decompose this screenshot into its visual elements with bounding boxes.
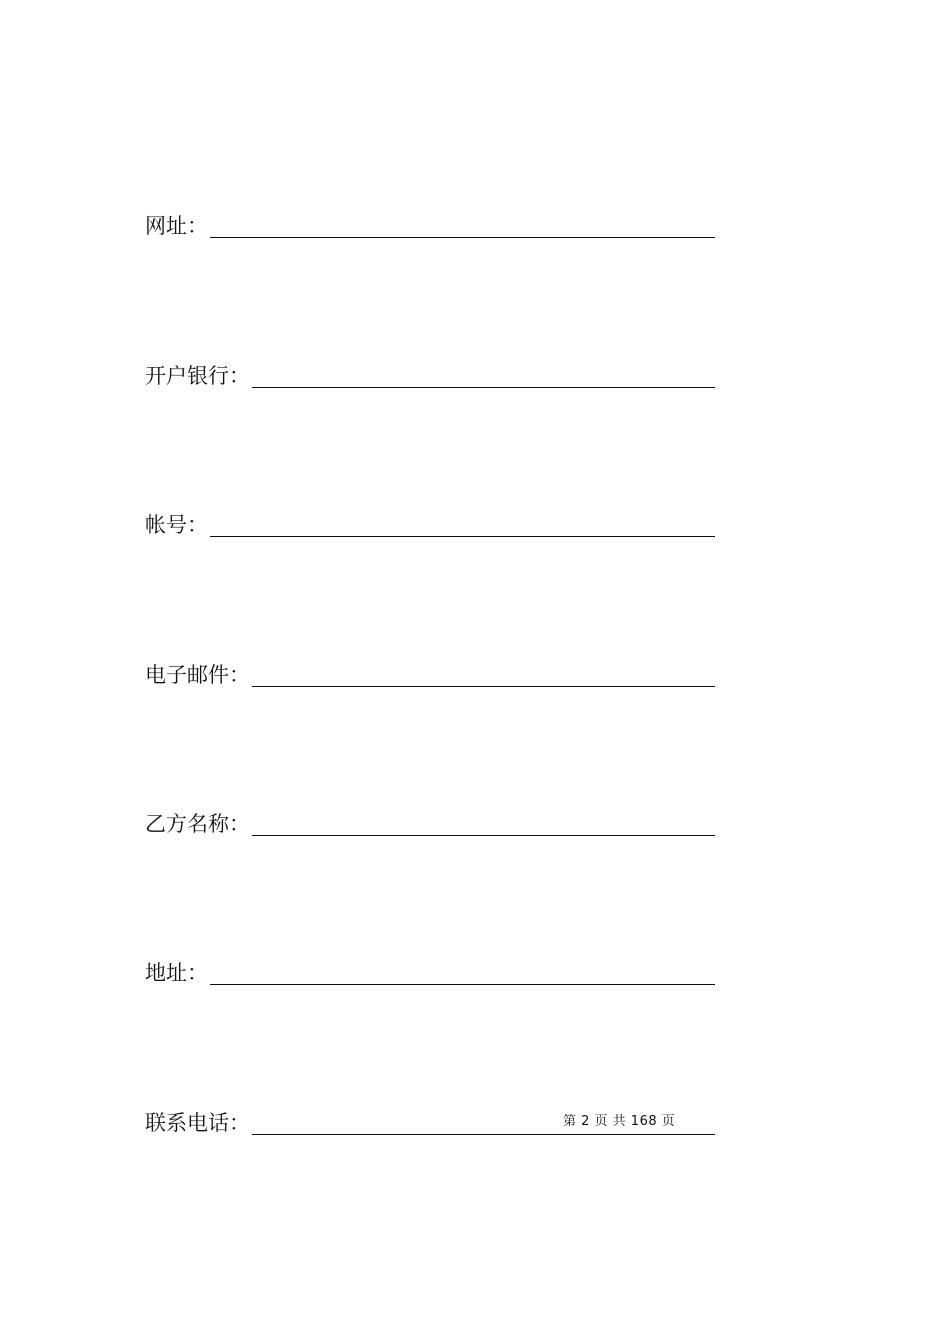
email-row — [145, 657, 715, 687]
account-blank-line[interactable] — [210, 514, 715, 537]
bank-label: 开户银行： — [145, 364, 250, 388]
address-label: 地址： — [145, 961, 208, 985]
phone-label: 联系电话： — [145, 1111, 250, 1135]
party-b-name-label: 乙方名称： — [145, 812, 250, 836]
address-blank-line[interactable] — [210, 962, 715, 985]
website-row — [145, 208, 715, 238]
address-row — [145, 955, 715, 985]
account-label: 帐号： — [145, 513, 208, 537]
website-blank-line[interactable] — [210, 215, 715, 238]
website-label: 网址： — [145, 214, 208, 238]
page-number: 第 2 页 共 168 页 — [563, 1114, 676, 1129]
bank-blank-line[interactable] — [252, 365, 715, 388]
bank-row — [145, 358, 715, 388]
email-label: 电子邮件： — [145, 663, 250, 687]
account-row — [145, 507, 715, 537]
party-b-name-row — [145, 806, 715, 836]
party-b-name-blank-line[interactable] — [252, 813, 715, 836]
email-blank-line[interactable] — [252, 664, 715, 687]
